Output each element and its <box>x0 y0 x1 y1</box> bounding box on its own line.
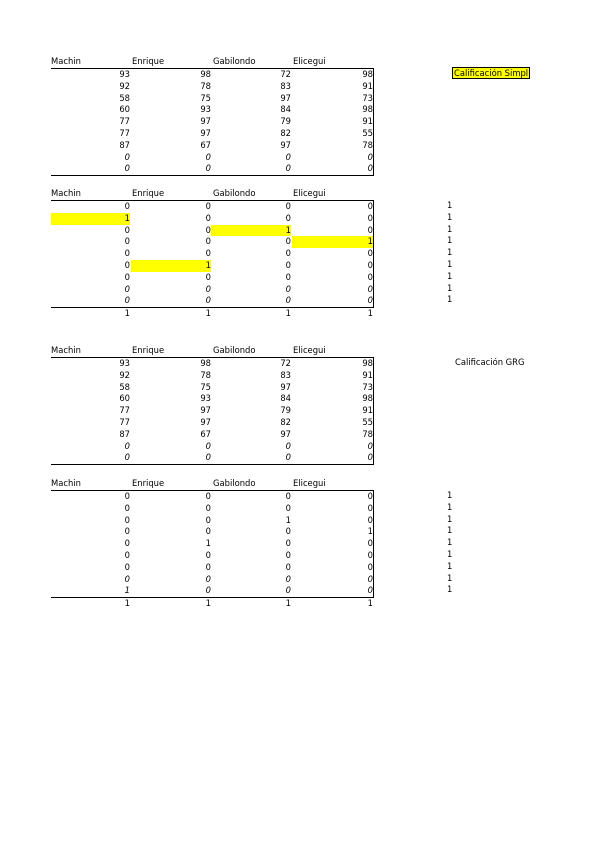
cell[interactable]: 78 <box>200 80 211 91</box>
row-sum[interactable]: 1 <box>447 258 453 269</box>
cell[interactable]: 0 <box>285 526 291 537</box>
cell[interactable]: 0 <box>205 440 211 451</box>
cell[interactable]: 0 <box>285 236 291 247</box>
header-elicegui: Elicegui <box>293 56 326 66</box>
row-sum[interactable]: 1 <box>447 560 453 571</box>
cell[interactable]: 0 <box>285 163 291 174</box>
cell[interactable]: 77 <box>119 405 130 416</box>
cell[interactable]: 1 <box>367 526 373 537</box>
cell[interactable]: 0 <box>205 271 211 282</box>
cell[interactable]: 1 <box>124 585 130 596</box>
cell[interactable]: 0 <box>124 248 130 259</box>
header-elicegui: Elicegui <box>293 478 326 488</box>
cell[interactable]: 72 <box>280 69 291 79</box>
row-sum[interactable]: 1 <box>447 572 453 583</box>
cell[interactable]: 0 <box>367 491 373 501</box>
table-body <box>51 68 374 176</box>
cell[interactable]: 0 <box>124 295 130 306</box>
header-row <box>51 478 374 490</box>
cell[interactable]: 93 <box>119 69 130 79</box>
row-sum[interactable]: 1 <box>447 537 453 548</box>
cell[interactable]: 0 <box>124 271 130 282</box>
cell[interactable]: 0 <box>367 163 373 174</box>
row-sum[interactable]: 1 <box>447 548 453 559</box>
cell[interactable]: 0 <box>205 491 211 501</box>
cell[interactable]: 1 <box>205 538 211 549</box>
cell[interactable]: 97 <box>200 405 211 416</box>
cell[interactable]: 0 <box>285 549 291 560</box>
totals-row <box>51 598 374 610</box>
cell[interactable]: 0 <box>205 585 211 596</box>
scores-table-1 <box>51 56 374 176</box>
header-gabilondo: Gabilondo <box>213 478 256 488</box>
row-sum[interactable]: 1 <box>447 211 453 222</box>
total-cell[interactable]: 1 <box>285 598 291 609</box>
cell[interactable]: 93 <box>200 104 211 115</box>
scores-table-2 <box>51 345 374 465</box>
cell[interactable]: 0 <box>124 538 130 549</box>
cell[interactable]: 0 <box>367 201 373 211</box>
cell[interactable]: 78 <box>362 428 373 439</box>
cell[interactable]: 0 <box>367 585 373 596</box>
cell-highlighted[interactable]: 1 <box>211 225 291 237</box>
cell[interactable]: 0 <box>205 502 211 513</box>
cell[interactable]: 0 <box>285 502 291 513</box>
cell[interactable]: 93 <box>200 393 211 404</box>
cell[interactable]: 0 <box>367 538 373 549</box>
cell[interactable]: 98 <box>200 69 211 79</box>
header-row <box>51 345 374 357</box>
header-row <box>51 56 374 68</box>
cell[interactable]: 82 <box>280 127 291 138</box>
row-sum[interactable]: 1 <box>447 584 453 595</box>
cell[interactable]: 0 <box>205 526 211 537</box>
cell[interactable]: 0 <box>205 201 211 211</box>
cell[interactable]: 0 <box>367 224 373 235</box>
cell[interactable]: 91 <box>362 80 373 91</box>
cell[interactable]: 0 <box>367 440 373 451</box>
cell[interactable]: 0 <box>285 440 291 451</box>
total-cell[interactable]: 1 <box>205 598 211 609</box>
cell[interactable]: 67 <box>200 428 211 439</box>
cell[interactable]: 91 <box>362 405 373 416</box>
cell[interactable]: 82 <box>280 416 291 427</box>
row-sum[interactable]: 1 <box>447 270 453 281</box>
cell[interactable]: 67 <box>200 139 211 150</box>
total-cell[interactable]: 1 <box>205 308 211 319</box>
header-elicegui: Elicegui <box>293 188 326 198</box>
cell[interactable]: 0 <box>205 224 211 235</box>
header-gabilondo: Gabilondo <box>213 345 256 355</box>
cell[interactable]: 93 <box>119 358 130 368</box>
assignment-table-2 <box>51 478 374 610</box>
cell[interactable]: 0 <box>285 248 291 259</box>
calificacion-grg-label[interactable]: Calificación GRG <box>455 357 525 367</box>
cell[interactable]: 97 <box>280 381 291 392</box>
cell[interactable]: 79 <box>280 405 291 416</box>
header-row <box>51 188 374 200</box>
cell[interactable]: 0 <box>285 585 291 596</box>
header-machin: Machin <box>51 188 81 198</box>
cell[interactable]: 92 <box>119 369 130 380</box>
cell[interactable]: 87 <box>119 428 130 439</box>
cell[interactable]: 77 <box>119 416 130 427</box>
cell[interactable]: 0 <box>124 224 130 235</box>
row-sum[interactable]: 1 <box>447 294 453 305</box>
row-sum[interactable]: 1 <box>447 200 453 210</box>
cell[interactable]: 0 <box>285 283 291 294</box>
cell[interactable]: 75 <box>200 92 211 103</box>
cell[interactable]: 92 <box>119 80 130 91</box>
cell[interactable]: 0 <box>285 538 291 549</box>
row-sum-list-2 <box>447 490 452 596</box>
cell[interactable]: 0 <box>367 259 373 270</box>
cell[interactable]: 72 <box>280 358 291 368</box>
cell[interactable]: 0 <box>124 163 130 174</box>
cell[interactable]: 78 <box>200 369 211 380</box>
cell[interactable]: 97 <box>280 139 291 150</box>
cell[interactable]: 0 <box>124 491 130 501</box>
cell[interactable]: 1 <box>285 514 291 525</box>
cell[interactable]: 0 <box>367 514 373 525</box>
cell[interactable]: 0 <box>367 151 373 162</box>
cell[interactable]: 58 <box>119 92 130 103</box>
header-machin: Machin <box>51 345 81 355</box>
cell[interactable]: 0 <box>124 151 130 162</box>
cell[interactable]: 75 <box>200 381 211 392</box>
table-body <box>51 357 374 465</box>
cell[interactable]: 73 <box>362 92 373 103</box>
cell[interactable]: 84 <box>280 393 291 404</box>
cell[interactable]: 91 <box>362 369 373 380</box>
cell[interactable]: 0 <box>205 151 211 162</box>
cell[interactable]: 0 <box>124 514 130 525</box>
cell[interactable]: 0 <box>205 212 211 223</box>
cell[interactable]: 0 <box>367 248 373 259</box>
header-gabilondo: Gabilondo <box>213 56 256 66</box>
cell[interactable]: 0 <box>205 549 211 560</box>
total-cell[interactable]: 1 <box>367 598 373 609</box>
cell[interactable]: 0 <box>205 295 211 306</box>
cell[interactable]: 0 <box>367 549 373 560</box>
cell[interactable]: 0 <box>124 440 130 451</box>
header-enrique: Enrique <box>132 478 165 488</box>
cell[interactable]: 0 <box>285 295 291 306</box>
cell[interactable]: 0 <box>205 561 211 572</box>
cell[interactable]: 0 <box>285 212 291 223</box>
cell[interactable]: 0 <box>367 561 373 572</box>
cell[interactable]: 0 <box>205 573 211 584</box>
cell[interactable]: 0 <box>205 514 211 525</box>
table-body <box>51 200 374 308</box>
cell[interactable]: 55 <box>362 416 373 427</box>
cell[interactable]: 0 <box>367 271 373 282</box>
cell[interactable]: 0 <box>205 452 211 463</box>
totals-row <box>51 308 374 320</box>
cell[interactable]: 79 <box>280 116 291 127</box>
cell[interactable]: 98 <box>362 104 373 115</box>
cell[interactable]: 98 <box>362 393 373 404</box>
cell-highlighted[interactable]: 1 <box>131 260 211 272</box>
cell[interactable]: 83 <box>280 369 291 380</box>
cell[interactable]: 0 <box>124 452 130 463</box>
total-cell[interactable]: 1 <box>367 308 373 319</box>
cell[interactable]: 0 <box>367 502 373 513</box>
cell[interactable]: 0 <box>285 452 291 463</box>
header-enrique: Enrique <box>132 188 165 198</box>
header-enrique: Enrique <box>132 56 165 66</box>
cell[interactable]: 0 <box>367 212 373 223</box>
cell-highlighted[interactable]: 1 <box>292 236 373 248</box>
cell[interactable]: 98 <box>362 358 373 368</box>
cell[interactable]: 87 <box>119 139 130 150</box>
cell[interactable]: 0 <box>205 283 211 294</box>
cell[interactable]: 84 <box>280 104 291 115</box>
cell[interactable]: 0 <box>367 573 373 584</box>
header-enrique: Enrique <box>132 345 165 355</box>
cell[interactable]: 97 <box>200 116 211 127</box>
cell[interactable]: 0 <box>285 491 291 501</box>
row-sum[interactable]: 1 <box>447 501 453 512</box>
row-sum[interactable]: 1 <box>447 235 453 246</box>
cell[interactable]: 0 <box>124 201 130 211</box>
calificacion-simple-label[interactable]: Calificación Simpl <box>454 68 529 78</box>
cell[interactable]: 0 <box>285 259 291 270</box>
cell[interactable]: 0 <box>367 283 373 294</box>
row-sum[interactable]: 1 <box>447 525 453 536</box>
total-cell[interactable]: 1 <box>285 308 291 319</box>
cell[interactable]: 0 <box>124 561 130 572</box>
cell[interactable]: 97 <box>280 428 291 439</box>
cell[interactable]: 83 <box>280 80 291 91</box>
row-sum[interactable]: 1 <box>447 282 453 293</box>
header-machin: Machin <box>51 478 81 488</box>
cell[interactable]: 0 <box>285 271 291 282</box>
cell[interactable]: 0 <box>367 295 373 306</box>
cell[interactable]: 60 <box>119 393 130 404</box>
header-machin: Machin <box>51 56 81 66</box>
cell[interactable]: 98 <box>362 69 373 79</box>
cell[interactable]: 0 <box>367 452 373 463</box>
row-sum[interactable]: 1 <box>447 223 453 234</box>
cell[interactable]: 0 <box>205 248 211 259</box>
cell[interactable]: 0 <box>124 549 130 560</box>
cell[interactable]: 0 <box>124 259 130 270</box>
row-sum-list-1 <box>447 200 452 306</box>
cell[interactable]: 0 <box>124 526 130 537</box>
cell[interactable]: 0 <box>285 201 291 211</box>
cell[interactable]: 0 <box>285 573 291 584</box>
cell[interactable]: 0 <box>124 502 130 513</box>
row-sum[interactable]: 1 <box>447 247 453 258</box>
cell[interactable]: 0 <box>285 151 291 162</box>
cell[interactable]: 91 <box>362 116 373 127</box>
cell[interactable]: 60 <box>119 104 130 115</box>
cell[interactable]: 0 <box>285 561 291 572</box>
cell[interactable]: 97 <box>200 416 211 427</box>
header-gabilondo: Gabilondo <box>213 188 256 198</box>
cell[interactable]: 97 <box>200 127 211 138</box>
cell[interactable]: 0 <box>124 236 130 247</box>
cell[interactable]: 77 <box>119 116 130 127</box>
cell[interactable]: 0 <box>205 163 211 174</box>
cell[interactable]: 77 <box>119 127 130 138</box>
cell[interactable]: 97 <box>280 92 291 103</box>
cell[interactable]: 98 <box>200 358 211 368</box>
cell[interactable]: 0 <box>124 573 130 584</box>
header-elicegui: Elicegui <box>293 345 326 355</box>
cell[interactable]: 55 <box>362 127 373 138</box>
table-body <box>51 490 374 598</box>
assignment-table-1 <box>51 188 374 320</box>
row-sum[interactable]: 1 <box>447 490 453 500</box>
cell[interactable]: 78 <box>362 139 373 150</box>
cell[interactable]: 73 <box>362 381 373 392</box>
total-cell[interactable]: 1 <box>124 308 130 319</box>
cell-highlighted[interactable]: 1 <box>51 213 130 225</box>
cell[interactable]: 0 <box>124 283 130 294</box>
total-cell[interactable]: 1 <box>124 598 130 609</box>
row-sum[interactable]: 1 <box>447 513 453 524</box>
cell[interactable]: 58 <box>119 381 130 392</box>
cell[interactable]: 0 <box>205 236 211 247</box>
